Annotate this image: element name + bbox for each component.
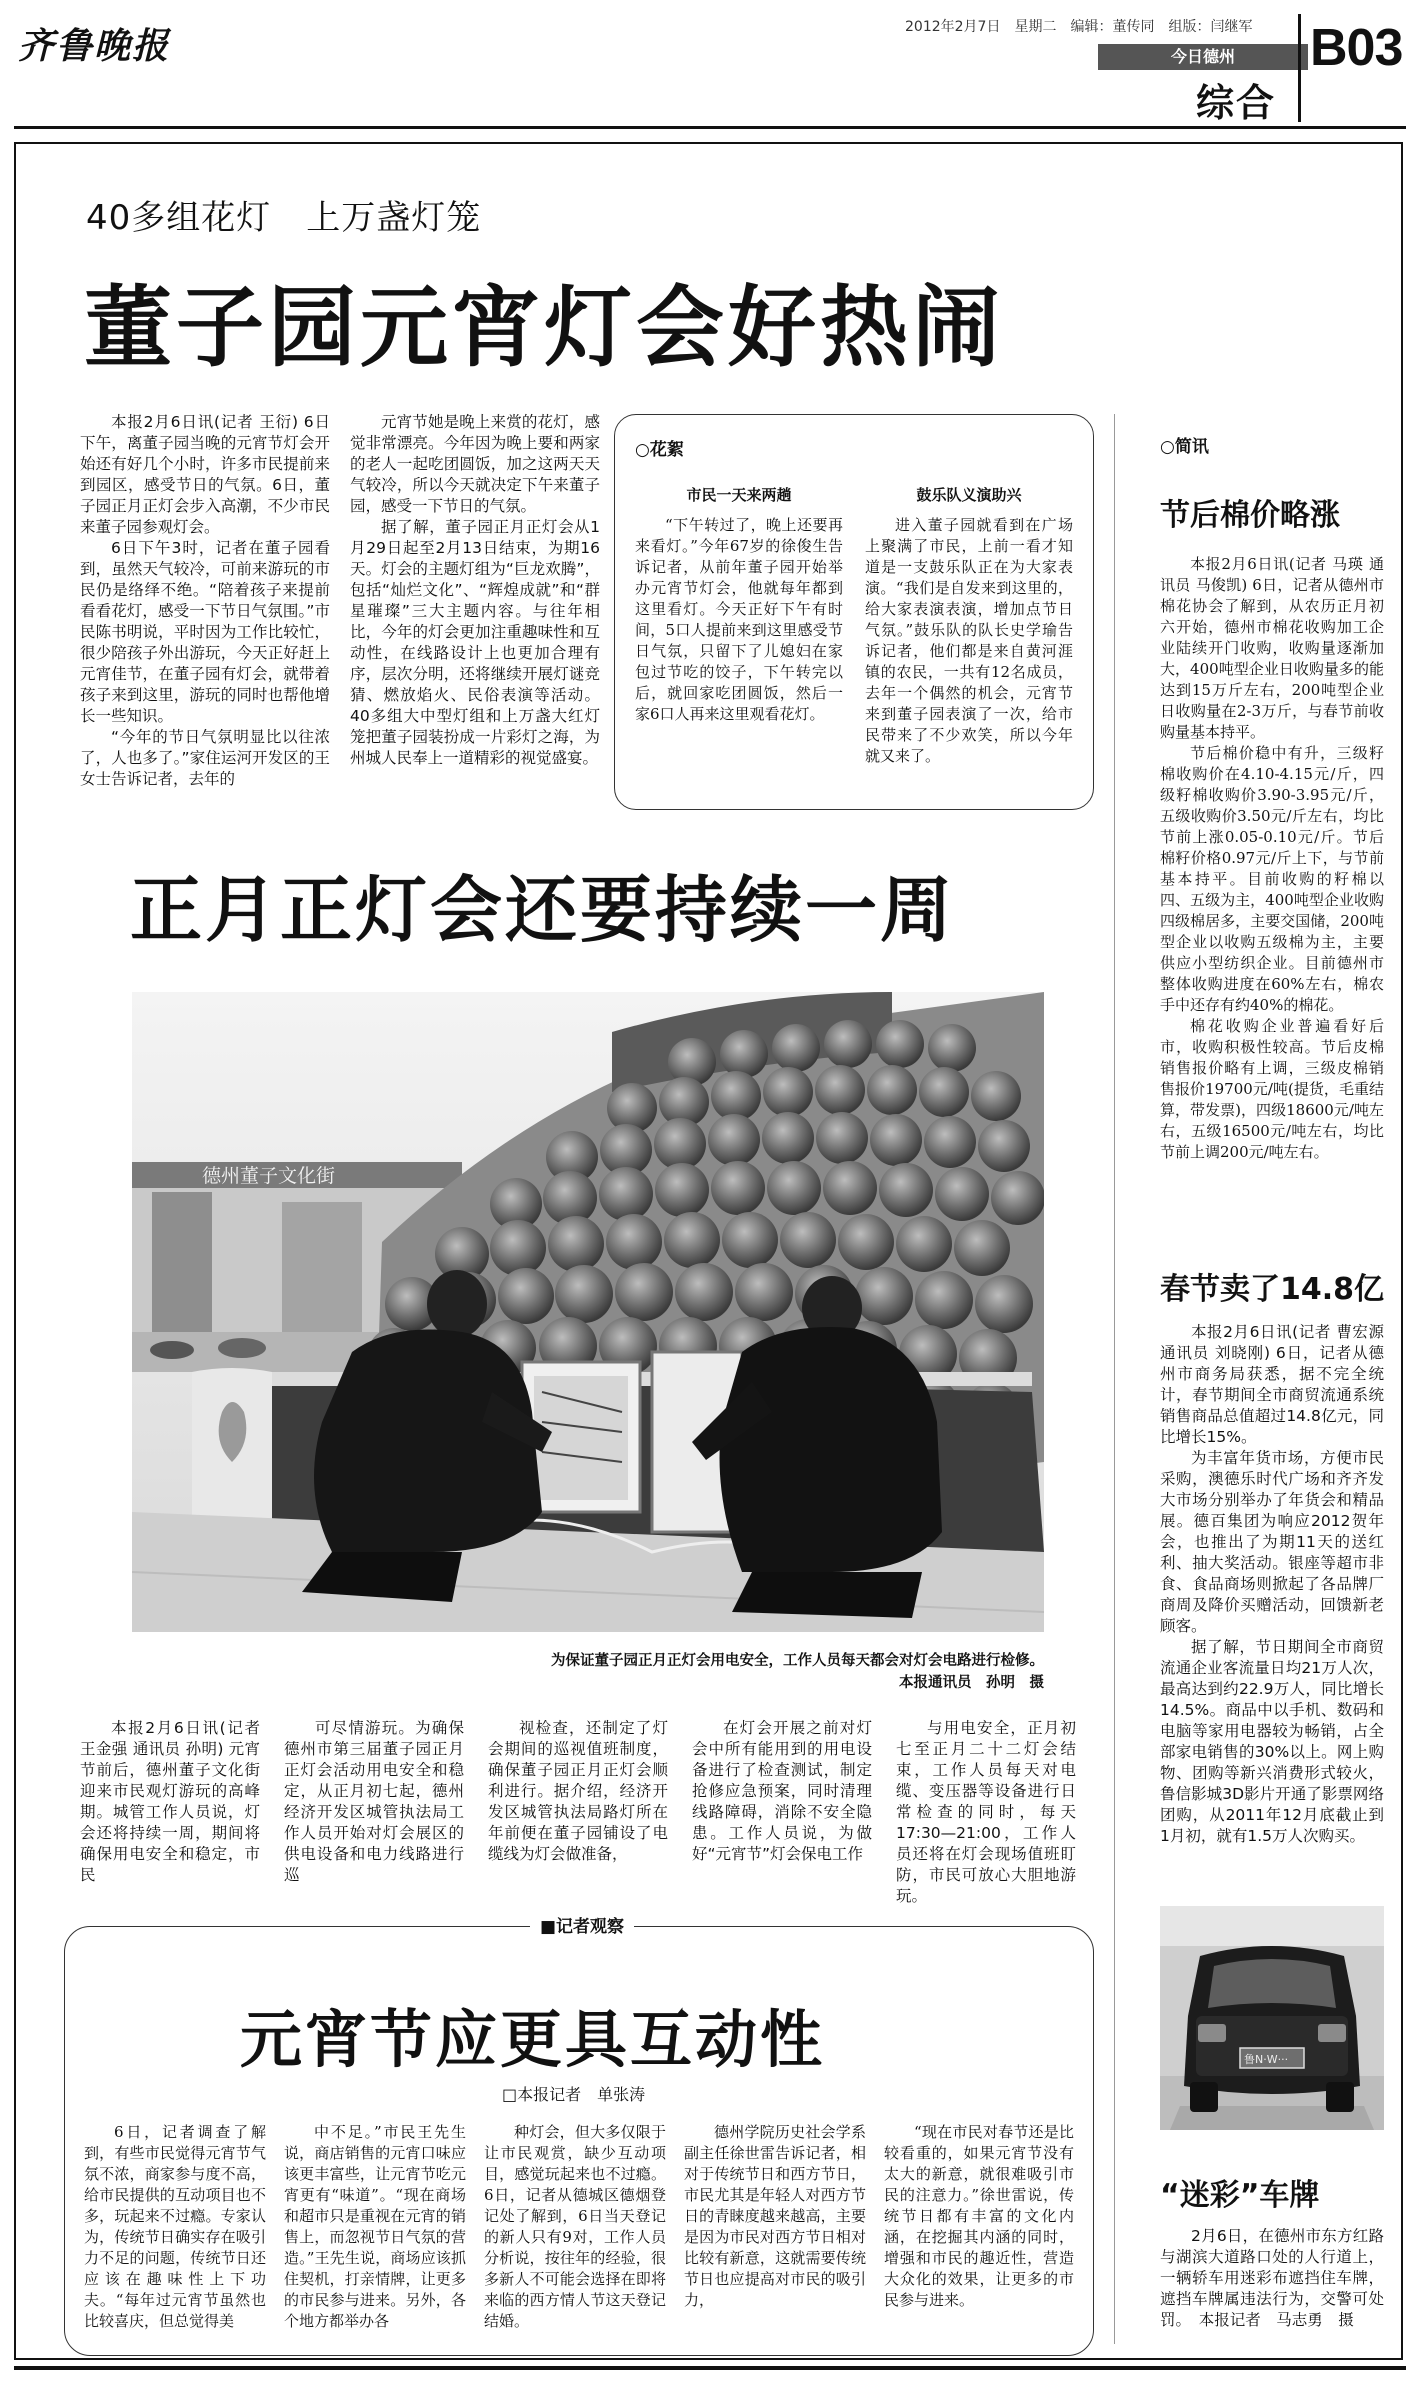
huaxu-item-1 <box>635 478 843 767</box>
news-1-para: 棉花收购企业普遍看好后市，收购积极性较高。节后皮棉销售报价略有上调，三级皮棉销售报价19700元/吨(提货，毛重结算，带发票)，四级18600元/吨左右，五级16500元/吨左右，均比节前上调200元/吨左右。 <box>1160 1017 1384 1161</box>
huaxu-item-text: “下午转过了，晚上还要再来看灯。”今年67岁的徐俊生告诉记者，从前年董子园开始举办元宵节灯会，他就每年都到这里看灯。今天正好下午有时间，5口人提前来到这里感受节日气氛，只留下了儿媳妇在家包过节吃的饺子，下午转完以后，就回家吃团圆饭，然后一家6口人再来这里观看花灯。 <box>635 516 843 723</box>
observation-tag <box>530 1912 634 1937</box>
section-name: 综合 <box>1196 81 1277 125</box>
lantern-photo-illustration <box>132 992 1044 1632</box>
car-plate-photo <box>1160 1906 1384 2130</box>
observation-para: 德州学院历史社会学系副主任徐世雷告诉记者，相对于传统节日和西方节日，市民尤其是年轻人对西方节日的青睐度越来越高，主要是因为市民对西方节日相对比较有新意，这就需要传统节日也应提高对市民的吸引力， <box>684 2123 866 2309</box>
news-2-body <box>1160 1322 1384 1847</box>
lead-para: 本报2月6日讯(记者 王衍) 6日下午，离董子园当晚的元宵节灯会开始还有好几个小时，许多市民提前来到园区，感受节日的气氛。6日，董子园正月正灯会步入高潮，不少市民来董子园参观灯会。 <box>80 413 330 536</box>
photo-sign-text: 德州董子文化街 <box>202 1165 336 1187</box>
news-1-para: 节后棉价稳中有升，三级籽棉收购价在4.10-4.15元/斤，四级籽棉收购价3.90-3.95元/斤，五级收购价3.50元/斤左右，均比节前上涨0.05-0.10元/斤。节后棉籽价格0.97元/斤上下，与节前基本持平。目前收购的籽棉以四、五级为主，400吨型企业收购四级棉居多，主要交国储，200吨型企业以收购五级棉为主，主要供应小型纺织企业。目前德州市整体收购进度在60%左右，棉农手中还存有约40%的棉花。 <box>1160 744 1384 1014</box>
news-1-body <box>1160 554 1384 1163</box>
second-column-4 <box>692 1718 872 1865</box>
second-column-1 <box>80 1718 260 1886</box>
photo-caption-text: 为保证董子园正月正灯会用电安全，工作人员每天都会对灯会电路进行检修。 <box>551 1653 1044 1669</box>
second-column-2 <box>284 1718 464 1886</box>
lead-column-1 <box>80 412 330 790</box>
observation-column-1 <box>84 2122 266 2332</box>
observation-headline: 元宵节应更具互动性 <box>240 2003 826 2076</box>
second-column-5 <box>896 1718 1076 1907</box>
huaxu-item-title: 市民一天来两趟 <box>686 486 792 504</box>
news-1-para: 本报2月6日讯(记者 马瑛 通讯员 马俊凯) 6日，记者从德州市棉花协会了解到，从农历正月初六开始，德州市棉花收购加工企业陆续开门收购，收购量逐渐加大，400吨型企业日收购量多的能达到15万斤左右，200吨型企业日收购量在2-3万斤，与春节前收购量基本持平。 <box>1160 555 1384 741</box>
masthead-rule <box>14 126 1406 129</box>
second-para: 在灯会开展之前对灯会中所有能用到的用电设备进行了检查测试，制定抢修应急预案，同时清理线路障碍，消除不安全隐患。工作人员说，为做好“元宵节”灯会保电工作 <box>692 1719 872 1863</box>
observation-column-5 <box>884 2122 1074 2311</box>
news-1-title: 节后棉价略涨 <box>1160 498 1340 533</box>
second-headline: 正月正灯会还要持续一周 <box>130 868 956 952</box>
lead-column-2 <box>350 412 600 769</box>
observation-para: 中不足。”市民王先生说，商店销售的元宵口味应该更丰富些，让元宵节吃元宵更有“味道”。“现在商场和超市只是重视在元宵的销售上，而忽视节日气氛的营造。”王先生说，商场应该抓住契机，打亲情牌，让更多的市民参与进来。另外，各个地方都举办各 <box>284 2123 466 2330</box>
lead-kicker: 40多组花灯 上万盏灯笼 <box>86 198 482 238</box>
car-plate-text: 鲁N·W··· <box>1244 2053 1289 2066</box>
observation-byline: □本报记者 单张涛 <box>502 2085 646 2104</box>
photo-credit: 本报通讯员 孙明 摄 <box>899 1675 1044 1691</box>
date-line: 2012年2月7日 星期二 编辑：董传同 组版：闫继军 <box>905 19 1253 35</box>
huaxu-item-title: 鼓乐队义演助兴 <box>916 486 1022 504</box>
lantern-photo <box>132 992 1044 1632</box>
section-bar <box>1098 44 1308 70</box>
observation-column-4 <box>684 2122 866 2311</box>
lead-para: 元宵节她是晚上来赏的花灯，感觉非常漂亮。今年因为晚上要和两家的老人一起吃团圆饭，加之这两天天气较冷，所以今天就决定下午来董子园，感受一下节日的气氛。 <box>350 413 600 515</box>
masthead-divider-v <box>1298 14 1301 122</box>
huaxu-label: ○花絮 <box>635 440 684 460</box>
news-2-para: 为丰富年货市场，方便市民采购，澳德乐时代广场和齐齐发大市场分别举办了年货会和精品展。德百集团为响应2012贺年会，也推出了为期11天的送红利、抽大奖活动。银座等超市非食、食品商场则掀起了各品牌厂商周及降价买赠活动，回馈新老顾客。 <box>1160 1449 1384 1635</box>
second-para: 与用电安全，正月初七至正月二十二灯会结束，工作人员每天对电缆、变压器等设备进行日常检查的同时，每天17:30—21:00，工作人员还将在灯会现场值班盯防，市民可放心大胆地游玩。 <box>896 1719 1076 1905</box>
second-para: 视检查，还制定了灯会期间的巡视值班制度，确保董子园正月正灯会顺利进行。据介绍，经济开发区城管执法局路灯所在年前便在董子园铺设了电缆线为灯会做准备， <box>488 1719 668 1863</box>
news-2-para: 据了解，节日期间全市商贸流通企业客流量日均21万人次，最高达到约22.9万人，同比增长14.5%。商品中以手机、数码和电脑等家用电器较为畅销，占全部家电销售的30%以上。网上购物、团购等新兴消费形式较火，鲁信影城3D影片开通了影票网络团购，从2011年12月底截止到1月初，就有1.5万人次购买。 <box>1160 1638 1384 1845</box>
lead-para: 据了解，董子园正月正灯会从1月29日起至2月13日结束，为期16天。灯会的主题灯组为“巨龙欢腾”，包括“灿烂文化”、“辉煌成就”和“群星璀璨”三大主题内容。与往年相比，今年的灯会更加注重趣味性和互动性，在线路设计上也更加合理有序，层次分明，还将继续开展灯谜竞猜、燃放焰火、民俗表演等活动。40多组大中型灯组和上万盏大红灯笼把董子园装扮成一片彩灯之海，为州城人民奉上一道精彩的视觉盛宴。 <box>350 518 600 767</box>
observation-para: “现在市民对春节还是比较看重的，如果元宵节没有太大的新意，就很难吸引市民的注意力。”徐世雷说，传统节日都有丰富的文化内涵，在挖掘其内涵的同时，增强和市民的趣近性，营造大众化的效果，让更多的市民参与进来。 <box>884 2123 1074 2309</box>
sidebar-label: ○简讯 <box>1160 437 1209 457</box>
observation-tag-text: ■记者观察 <box>540 1917 625 1937</box>
car-plate-photo-illustration <box>1160 1906 1384 2130</box>
huaxu-item-2 <box>865 478 1073 767</box>
observation-column-3 <box>484 2122 666 2332</box>
second-column-3 <box>488 1718 668 1865</box>
lead-para: “今年的节日气氛明显比以往浓了，人也多了。”家住运河开发区的王女士告诉记者，去年的 <box>80 728 330 788</box>
lead-headline: 董子园元宵灯会好热闹 <box>84 276 1005 379</box>
observation-para: 6日，记者调查了解到，有些市民觉得元宵节气氛不浓，商家参与度不高，给市民提供的互动项目也不多，玩起来不过瘾。专家认为，传统节日确实存在吸引力不足的问题，传统节日还应该在趣味性上下功夫。“每年过元宵节虽然也比较喜庆，但总觉得美 <box>84 2123 266 2330</box>
huaxu-box <box>614 414 1094 810</box>
second-para: 本报2月6日讯(记者 王金强 通讯员 孙明) 元宵节前后，德州董子文化街迎来市民观灯游玩的高峰期。城管工作人员说，灯会还将持续一周，期间将确保用电安全和稳定，市民 <box>80 1719 260 1884</box>
page-number: B03 <box>1310 19 1403 77</box>
second-para: 可尽情游玩。为确保德州市第三届董子园正月正灯会活动用电安全和稳定，从正月初七起，德州经济开发区城管执法局工作人员开始对灯会展区的供电设备和电力线路进行巡 <box>284 1719 464 1884</box>
huaxu-item-text: 进入董子园就看到在广场上聚满了市民，上前一看才知道是一支鼓乐队正在为大家表演。“我们是自发来到这里的，给大家表演表演，增加点节日气氛。”鼓乐队的队长史学瑜告诉记者，他们都是来自黄河涯镇的农民，一共有12名成员，去年一个偶然的机会，元宵节来到董子园表演了一次，给市民带来了不少欢笑，所以今年就又来了。 <box>865 516 1073 765</box>
masthead-logo: 齐鲁晚报 <box>18 25 171 67</box>
frame-bottom-rule <box>14 2366 1406 2370</box>
sidebar-divider <box>1114 414 1115 2344</box>
news-2-title: 春节卖了14.8亿 <box>1160 1272 1385 1307</box>
lead-para: 6日下午3时，记者在董子园看到，虽然天气较冷，可前来游玩的市民仍是络绎不绝。“陪着孩子来提前看看花灯，感受一下节日气氛围。”市民陈书明说，平时因为工作比较忙，很少陪孩子外出游玩，今天正好赶上元宵佳节，在董子园有灯会，就带着孩子来到这里，游玩的同时也帮他增长一些知识。 <box>80 539 330 725</box>
observation-column-2 <box>284 2122 466 2332</box>
section-bar-label: 今日德州 <box>1170 47 1235 66</box>
news-2-para: 本报2月6日讯(记者 曹宏源 通讯员 刘晓刚) 6日，记者从德州市商务局获悉，据不完全统计，春节期间全市商贸流通系统销售商品总值超过14.8亿元，同比增长15%。 <box>1160 1323 1384 1446</box>
news-3-title: “迷彩”车牌 <box>1160 2178 1320 2213</box>
photo-caption <box>132 1650 1044 1694</box>
news-3-body <box>1160 2226 1384 2331</box>
observation-para: 种灯会，但大多仅限于让市民观赏，缺少互动项目，感觉玩起来也不过瘾。6日，记者从德城区德烟登记处了解到，6日当天登记的新人只有9对，工作人员分析说，按往年的经验，很多新人不可能会选择在即将来临的西方情人节这天登记结婚。 <box>484 2123 666 2330</box>
news-3-para: 2月6日，在德州市东方红路与湖滨大道路口处的人行道上，一辆轿车用迷彩布遮挡住车牌，遮挡车牌属违法行为，交警可处罚。 本报记者 马志勇 摄 <box>1160 2227 1384 2329</box>
